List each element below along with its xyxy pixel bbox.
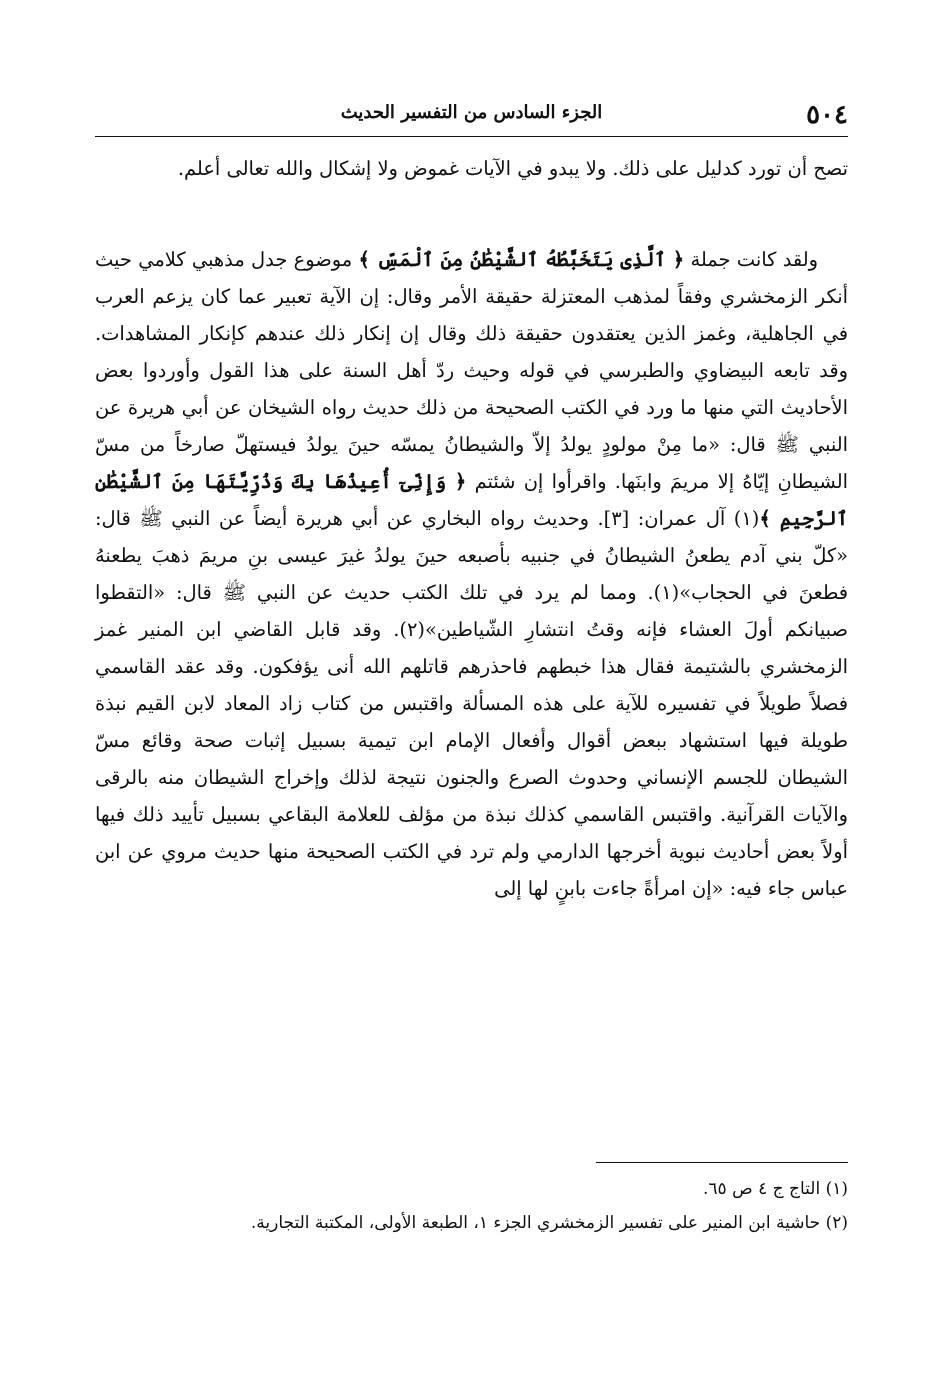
footnotes bbox=[95, 1172, 848, 1240]
page-number: ٥٠٤ bbox=[806, 100, 848, 130]
footnote-2: (٢) حاشية ابن المنير على تفسير الزمخشري الجزء ١، الطبعة الأولى، المكتبة التجارية. bbox=[250, 1213, 848, 1233]
footnote-divider bbox=[596, 1162, 848, 1163]
quran-verse-1: ﴿ ٱلَّذِى يَتَخَبَّطُهُ ٱلشَّيْطَٰنُ مِنَ ٱلْمَسِّ ﴾ bbox=[358, 248, 685, 271]
body-text bbox=[95, 150, 848, 907]
quran-verse-2: ﴿ وَإِنِّىٓ أُعِيذُهَا بِكَ وَذُرِّيَّتَهَا مِنَ ٱلشَّيْطَٰنِ ٱلرَّجِيمِ ﴾ bbox=[95, 470, 848, 530]
page-header bbox=[95, 96, 848, 137]
running-title: الجزء السادس من التفسير الحديث bbox=[340, 102, 603, 123]
paragraph-1: تصح أن تورد كدليل على ذلك. ولا يبدو في الآيات غموض ولا إشكال والله تعالى أعلم. bbox=[177, 157, 848, 180]
paragraph-2-intro: ولقد كانت جملة bbox=[690, 248, 818, 271]
paragraph-2 bbox=[95, 241, 848, 907]
paragraph-2-middle: موضوع جدل مذهبي كلامي حيث أنكر الزمخشري وفقاً لمذهب المعتزلة حقيقة الأمر وقال: إن الآية تعبير عما كان يزعم العرب في الجاهلية، وغمز الذين يعتقدون حقيقة ذلك وقال إن إنكار ذلك عندهم كإنكار المشاهدات. وقد تابعه البيضاوي والطبرسي في قوله وحيث ردّ أهل السنة على هذا القول وأوردوا بعض الأحاديث التي منها ما ورد في الكتب الصحيحة من ذلك حديث رواه الشيخان عن أبي هريرة عن النبي ﷺ قال: «ما مِنْ مولودٍ يولدُ إلاّ والشيطانُ يمسّه حينَ يولدُ فيستهلّ صارخاً من مسّ الشيطانِ إيّاهُ إلا مريمَ وابنَها. واقرأوا إن شئتم bbox=[95, 248, 848, 493]
footnote-1: (١) التاج ج ٤ ص ٦٥. bbox=[703, 1179, 848, 1199]
paragraph-2-end: (١) آل عمران: [٣]. وحديث رواه البخاري عن أبي هريرة أيضاً عن النبي ﷺ قال: «كلّ بني آدم يطعنُ الشيطانُ في جنبيه بأصبعه حينَ يولدُ غيرَ عيسى بنِ مريمَ ذهبَ يطعنهُ فطعنَ في الحجاب»(١). ومما لم يرد في تلك الكتب حديث عن النبي ﷺ قال: «التقطوا صبيانكم أولَ العشاء فإنه وقتُ انتشارِ الشّياطين»(٢). وقد قابل القاضي ابن المنير غمز الزمخشري بالشتيمة فقال هذا خبطهم فاحذرهم قاتلهم الله أنى يؤفكون. وقد عقد القاسمي فصلاً طويلاً في تفسيره للآية على هذه المسألة واقتبس من كتاب زاد المعاد لابن القيم نبذة طويلة فيها استشهاد ببعض أقوال وأفعال الإمام ابن تيمية بسبيل إثبات صحة وقائع مسّ الشيطان للجسم الإنساني وحدوث الصرع والجنون نتيجة لذلك وإخراج الشيطان منه بالرقى والآيات القرآنية. واقتبس القاسمي كذلك نبذة من مؤلف للعلامة البقاعي بسبيل تأييد ذلك فيها أولاً بعض أحاديث نبوية أخرجها الدارمي ولم ترد في الكتب الصحيحة منها حديث مروي عن ابن عباس جاء فيه: «إن امرأةً جاءت بابنٍ لها إلى bbox=[95, 507, 848, 900]
